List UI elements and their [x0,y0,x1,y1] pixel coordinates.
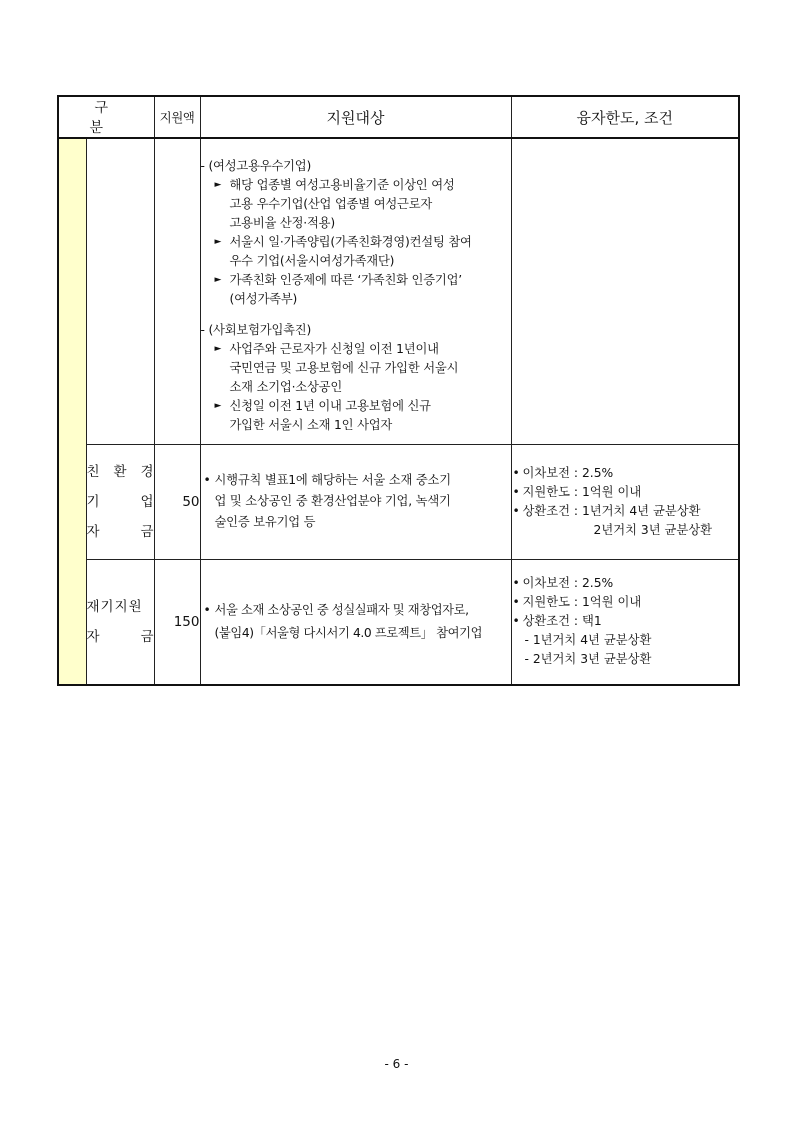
section-social-insurance [201,321,511,435]
repay-option-1: - 1년거치 4년 균분상환 [524,633,652,648]
row2-amount: 50 [154,444,200,559]
row1-category [86,138,154,444]
list-item: ► 사업주와 근로자가 신청일 이전 1년이내 국민연금 및 고용보험에 신규 가입한 서울시 소재 소기업·소상공인 [214,342,459,394]
repay-terms-alt: 2년거치 3년 균분상환 [593,522,712,537]
table-header-row [58,96,739,138]
interest-support: • 이차보전 : 2.5% [512,464,739,483]
row3-category: 재기지원 자 금 [86,559,154,685]
table-row-recovery-fund [58,559,739,685]
repay-terms: • 상환조건 : 1년거치 4년 균분상환 [512,502,739,521]
row3-target [200,559,511,685]
triangle-bullet-icon: ► [214,401,222,411]
row1-limit [511,138,739,444]
row1-amount [154,138,200,444]
row2-limit [511,444,739,559]
interest-support: • 이차보전 : 2.5% [512,574,739,593]
category-side-band [58,138,86,685]
row3-limit [511,559,739,685]
repay-terms: • 상환조건 : 택1 [512,612,739,631]
header-amount: 지원액 [154,96,200,138]
row2-target [200,444,511,559]
page-number: - 6 - [384,1057,409,1071]
list-item: ► 해당 업종별 여성고용비율기준 이상인 여성 고용 우수기업(산업 업종별 여성근로자 고용비율 산정·적용) [214,178,455,230]
repay-option-2: - 2년거치 3년 균분상환 [524,652,652,667]
row3-amount: 150 [154,559,200,685]
triangle-bullet-icon: ► [214,344,222,354]
row1-target [200,138,511,444]
list-item: ► 서울시 일·가족양립(가족친화경영)컨설팅 참여 우수 기업(서울시여성가족재단) [214,235,472,268]
triangle-bullet-icon: ► [214,275,222,285]
section-title: - (사회보험가입촉진) [200,323,312,337]
list-item: ► 신청일 이전 1년 이내 고용보험에 신규 가입한 서울시 소재 1인 사업자 [214,399,431,432]
section-women-employment [201,157,511,309]
loan-table [57,95,740,686]
table-row-eco-fund [58,444,739,559]
row2-category: 친 환 경 기 업 자 금 [86,444,154,559]
header-limit: 융자한도, 조건 [511,96,739,138]
list-item: ► 가족친화 인증제에 따른 ‘가족친화 인증기업’ (여성가족부) [214,273,462,306]
table-row-women-social-insurance [58,138,739,444]
list-item: • 시행규칙 별표1에 해당하는 서울 소재 중소기 업 및 소상공인 중 환경산업분야 기업, 녹색기 술인증 보유기업 등 [201,470,511,533]
header-category: 구 분 [58,96,154,138]
list-item: • 서울 소재 소상공인 중 성실실패자 및 재창업자로, (붙임4)「서울형 다시서기 4.0 프로젝트」 참여기업 [201,599,511,645]
support-limit: • 지원한도 : 1억원 이내 [512,483,739,502]
section-title: - (여성고용우수기업) [200,159,312,173]
support-limit: • 지원한도 : 1억원 이내 [512,593,739,612]
header-target: 지원대상 [200,96,511,138]
triangle-bullet-icon: ► [214,180,222,190]
triangle-bullet-icon: ► [214,237,222,247]
